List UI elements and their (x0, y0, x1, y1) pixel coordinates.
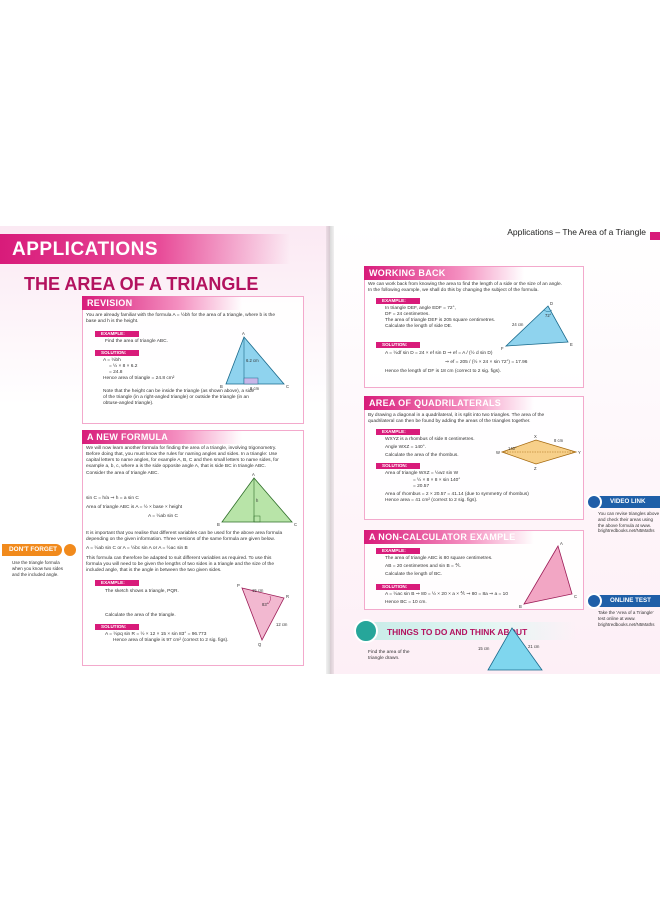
note-line: Use the triangle formula (12, 560, 60, 565)
example-label: EXAMPLE: (382, 298, 406, 303)
video-link-text (598, 511, 660, 534)
rhombus-angle-label: 140° (508, 446, 517, 451)
work-line: = ½ × 8 × 8 × sin 140° (413, 478, 461, 483)
working-back-working (385, 351, 585, 375)
new-formula-para3 (86, 556, 301, 574)
non-calc-triangle (524, 546, 572, 604)
solution-label: SOLUTION: (382, 584, 408, 589)
abc-vertex-c: C (294, 522, 298, 527)
things-triangle-diagram (478, 626, 552, 672)
para-line: example a, b, c, where a is the side opposite angle A, that is side BC in triangle ABC. (86, 464, 266, 470)
revision-intro (86, 313, 301, 325)
quadrilaterals-solution-label (376, 463, 420, 469)
things-side-15-label: 15 cm (478, 646, 490, 651)
note-line[interactable]: brightredbooks.net/N5Maths (598, 528, 655, 534)
new-formula-heading-bar (82, 430, 242, 444)
working-back-intro (368, 282, 583, 294)
work-line: A = ½df sin D = 24 × ef sin D ⇒ ef = A / (½ d sin D) (385, 351, 493, 356)
work-line: Area of rhombus = 2 × 20.57 = 41.14 (due to symmetry of rhombus) (385, 492, 529, 497)
dont-forget-label: DON'T FORGET (9, 546, 58, 553)
things-line: triangle drawn. (368, 656, 400, 661)
non-calc-working (385, 592, 525, 606)
quadrilaterals-working (385, 471, 585, 504)
dont-forget-text (12, 560, 82, 577)
revision-triangle-diagram (222, 332, 302, 390)
vertex-p-label: P (237, 583, 240, 588)
work-line: A = ½ac sin B ⇒ 80 = ½ × 20 × a × ⅘ ⇒ 80 = 8a ⇒ a = 10 (385, 592, 508, 597)
base-label: 8 cm (250, 386, 260, 391)
revision-note (103, 389, 298, 407)
example-line: Calculate the length of side DE. (385, 324, 453, 329)
vertex-b-label: B (220, 384, 223, 389)
example-line: AB = 20 centimetres and sin B = ⅘. (385, 564, 462, 569)
things-side-21-label: 21 cm (528, 644, 540, 649)
formula-versions: A = ½ab sin C or A = ½bc sin A or A = ½ac sin B (86, 546, 188, 551)
nc-vertex-a-label: A (560, 541, 563, 546)
para-line: By drawing a diagonal in a quadrilateral, it is split into two triangles. The area of the (368, 413, 545, 418)
right-angle-marker (244, 378, 258, 384)
abc-vertex-a: A (252, 472, 255, 477)
non-calc-triangle-diagram (520, 540, 584, 610)
abc-triangle-diagram (217, 472, 302, 530)
solution-label: SOLUTION: (382, 342, 408, 347)
example-label: EXAMPLE: (382, 548, 406, 553)
vertex-a-label: A (242, 331, 245, 336)
work-line: Hence area of triangle is 97 cm² (correct to 2 sig. figs). (113, 638, 229, 643)
nc-vertex-c-label: C (574, 594, 578, 599)
example-label: EXAMPLE: (101, 331, 125, 336)
things-to-do-heading: THINGS TO DO AND THINK ABOUT (387, 627, 528, 637)
things-line: Find the area of the (368, 650, 410, 655)
work-line: Area of triangle WXZ = ½wz sin W (385, 471, 459, 476)
side-24-label: 24 cm (512, 322, 524, 327)
revision-heading: REVISION (87, 298, 133, 308)
solution-label: SOLUTION: (101, 624, 127, 629)
example-line: DF = 24 centimetres. (385, 312, 430, 317)
angle-72-label: 72° (545, 313, 552, 318)
running-head-bar (650, 232, 660, 240)
work-line: Hence area of triangle = 24.8 cm² (103, 376, 175, 381)
para-line: It is important that you realise that different variables can be used for the above area formula (86, 531, 283, 536)
things-to-do-icon (354, 619, 378, 643)
pqr-triangle (242, 588, 284, 640)
work-line: A = ½pq sin R = ½ × 12 × 15 × sin 83° = 96.773 (105, 632, 207, 637)
revision-intro-line: base and h is the height. (86, 319, 139, 325)
side-15-label: 15 cm (252, 588, 264, 593)
vertex-x-label: X (534, 434, 537, 439)
working-back-solution-label (376, 342, 420, 348)
note-line: of the triangle (in a right-angled triangle) or outside the triangle (in an (103, 395, 249, 400)
new-formula-heading: A NEW FORMULA (87, 432, 169, 442)
new-formula-solution-label (95, 624, 139, 630)
non-calc-example-text (385, 556, 515, 578)
derivation-line: A = ½ab sin C (148, 514, 178, 519)
page-title: THE AREA OF A TRIANGLE (24, 274, 259, 294)
note-line: and check their areas using (598, 516, 654, 522)
revision-heading-bar (82, 296, 242, 310)
non-calc-solution-label (376, 584, 420, 590)
things-text (368, 650, 448, 662)
new-formula-example-label (95, 580, 139, 586)
vertex-e-label: E (570, 342, 573, 347)
note-line[interactable]: brightredbooks.net/N5Maths (598, 621, 655, 627)
new-formula-example-text: The sketch shows a triangle, PQR. (105, 589, 179, 594)
dont-forget-tab (2, 544, 62, 556)
derivation (86, 496, 226, 520)
vertex-y-label: Y (578, 450, 581, 455)
note-line: obtuse-angled triangle). (103, 401, 154, 406)
para-line: formula you will need to be given the lengths of two sides in a triangle and the size of the (86, 562, 274, 568)
note-line: You can revise triangles above (598, 511, 660, 516)
para-line: included angle, that is the angle in between the two given sides. (86, 568, 222, 574)
para-line: In the following example, we shall do this by changing the subject of the formula. (368, 288, 539, 294)
online-test-tab (592, 595, 660, 607)
para-line: Before doing that, you must know the rules for naming angles and sides. In a triangle: Use (86, 452, 278, 458)
rhombus-diagram (496, 434, 582, 470)
abc-height-label: h (256, 498, 259, 503)
para-line: quadrilateral can then be found by adding the areas of the triangles together. (368, 419, 531, 425)
side-12-label: 12 cm (276, 622, 288, 627)
example-line: In triangle DEF, angle EDF = 72°, (385, 306, 456, 311)
para-line: capital letters to name angles, for example A, B, C and then small letters to name sides, for (86, 458, 279, 464)
vertex-d-label: D (550, 301, 554, 306)
example-line: Calculate the length of BC. (385, 572, 443, 577)
angle-83-label: 83° (262, 602, 269, 607)
non-calculator-heading-bar (364, 530, 534, 544)
revision-intro-line: You are already familiar with the formula A = ½bh for the area of a triangle, where b is the (86, 313, 276, 318)
note-line: test online at www. (598, 615, 636, 621)
work-line: Hence area = 41 cm² (correct to 2 sig. figs). (385, 498, 478, 503)
video-link-label: VIDEO LINK (610, 498, 646, 505)
working-back-example-label (376, 298, 420, 304)
def-triangle-diagram (500, 302, 580, 350)
working-back-heading: WORKING BACK (369, 268, 446, 278)
online-test-label: ONLINE TEST (610, 597, 651, 604)
quadrilaterals-example-label (376, 429, 420, 435)
example-line: Calculate the area of the rhombus. (385, 453, 459, 458)
example-line: The area of triangle DEF is 205 square centimetres. (385, 318, 496, 323)
note-line: the above formula at www. (598, 522, 652, 528)
para-line: Consider the area of triangle ABC. (86, 471, 159, 477)
work-line: A = ½bh (103, 358, 121, 363)
revision-working (103, 358, 174, 382)
para-line: This formula can therefore be adapted to suit different variables as required. To use this (86, 556, 272, 561)
running-head-area (330, 226, 660, 240)
note-line: Take the 'Area of a Triangle' (598, 610, 654, 615)
example-line: The area of triangle ABC is 80 square centimetres. (385, 556, 493, 561)
quadrilaterals-example-text (385, 437, 505, 459)
derivation-line: Area of triangle ABC is A = ½ × base × height (86, 505, 183, 510)
example-line: WXYZ is a rhombus of side 8 centimetres. (385, 437, 475, 442)
new-formula-para2 (86, 531, 301, 543)
rhombus-side-label: 8 cm (554, 438, 564, 443)
note-line: and the included angle. (12, 571, 59, 577)
applications-banner (0, 234, 290, 264)
work-line: = 20.57 (413, 484, 430, 489)
note-line: when you know two sides (12, 565, 64, 571)
dont-forget-icon (62, 542, 78, 558)
quadrilaterals-heading-bar (364, 396, 534, 410)
revision-solution-label (95, 350, 139, 356)
para-line: depending on the given information. Three versions of the same formula are given below. (86, 537, 275, 543)
working-back-example-text (385, 306, 505, 330)
quadrilaterals-intro (368, 413, 583, 425)
work-line: ⇒ ef = 205 / (½ × 24 × sin 72°) = 17.96 (445, 360, 528, 365)
vertex-c-label: C (286, 384, 290, 389)
vertex-q-label: Q (258, 642, 262, 647)
video-link-icon (586, 494, 602, 510)
revision-example-text: Find the area of triangle ABC. (105, 339, 168, 344)
new-formula-intro (86, 446, 301, 477)
vertex-w-label: W (496, 450, 500, 455)
example-line: Angle WXZ = 140°. (385, 445, 426, 450)
video-link-tab (592, 496, 660, 508)
para-line: We will now learn another formula for finding the area of a triangle, involving trigonometry. (86, 446, 277, 451)
height-label: 6.2 cm (246, 358, 259, 363)
example-label: EXAMPLE: (101, 580, 125, 585)
solution-label: SOLUTION: (382, 463, 408, 468)
running-head: Applications – The Area of a Triangle (507, 227, 646, 237)
non-calculator-heading: A NON-CALCULATOR EXAMPLE (369, 532, 516, 542)
work-line: Hence the length of DF is 18 cm (correct to 2 sig. figs). (385, 369, 501, 374)
new-formula-example-text2: Calculate the area of the triangle. (105, 613, 176, 618)
vertex-z-label: Z (534, 466, 537, 471)
non-calc-example-label (376, 548, 420, 554)
nc-vertex-b-label: B (519, 604, 522, 609)
quadrilaterals-heading: AREA OF QUADRILATERALS (369, 398, 502, 408)
work-line: = ½ × 8 × 6.2 (109, 364, 138, 369)
para-line: We can work back from knowing the area to find the length of a side or the size of an angle. (368, 282, 563, 287)
vertex-f-label: F (501, 346, 504, 351)
pqr-triangle-diagram (232, 582, 302, 650)
online-test-text (598, 610, 660, 627)
revision-example-label (95, 331, 139, 337)
example-label: EXAMPLE: (382, 429, 406, 434)
working-back-heading-bar (364, 266, 524, 280)
derivation-line: sin C = h/a ⇒ h = a sin C (86, 496, 139, 501)
work-line: = 24.8 (109, 370, 123, 375)
work-line: Hence BC = 10 cm. (385, 600, 427, 605)
vertex-r-label: R (286, 594, 290, 599)
note-line: Note that the height can be inside the triangle (as shown above), a side (103, 389, 255, 394)
things-triangle (488, 628, 542, 670)
page-gutter (326, 226, 334, 674)
abc-vertex-b: B (217, 522, 220, 527)
banner-title: APPLICATIONS (12, 239, 159, 260)
online-test-icon (586, 593, 602, 609)
solution-label: SOLUTION: (101, 350, 127, 355)
